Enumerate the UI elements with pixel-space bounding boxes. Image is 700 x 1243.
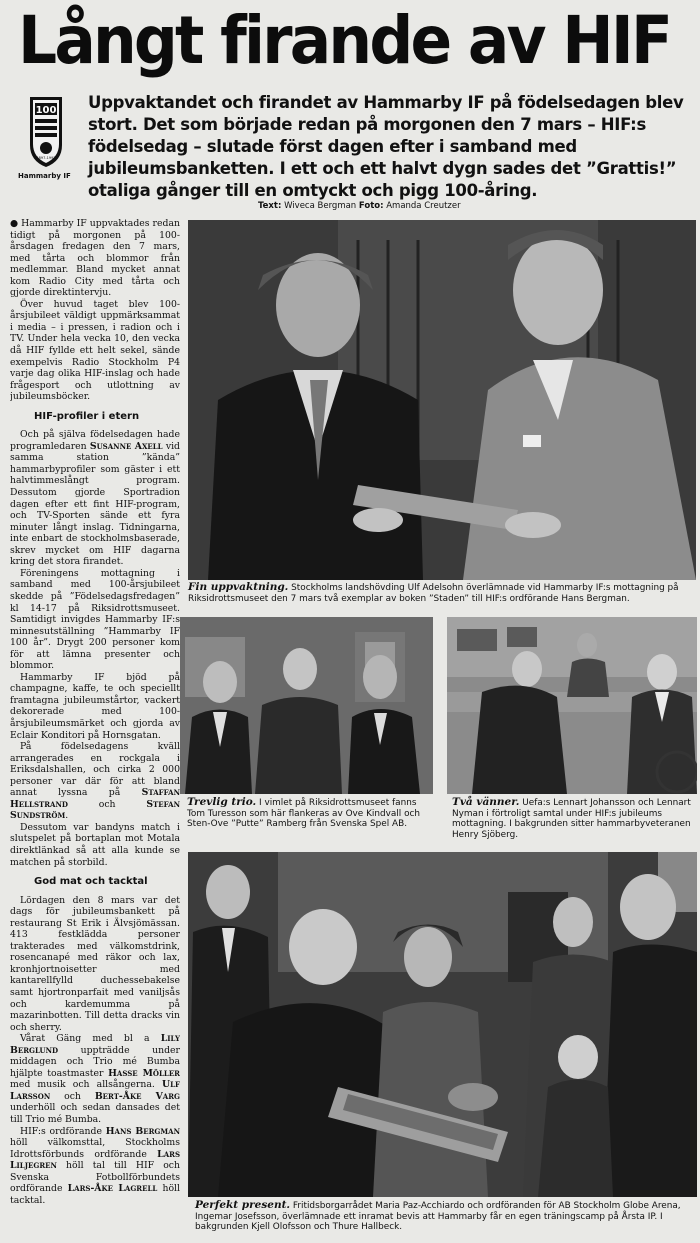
byline-photo-author: Amanda Creutzer bbox=[386, 201, 461, 211]
caption-lead: Trevlig trio. bbox=[187, 796, 257, 808]
headline: Långt firande av HIF bbox=[18, 2, 671, 79]
body-text: . bbox=[65, 810, 69, 822]
body-paragraph bbox=[10, 429, 180, 568]
person-name: Bert-Åke Varg bbox=[94, 1090, 180, 1102]
body-text: Lördagen den 8 mars var det dags för jubileumsbankett på restaurang St Erik i Älvsjömässan. 413 festklädda personer trakterades med välkomstdrink, rosencanapé med räkor och lax, kronhjortnoisetter med kantarellfylld duchessebakelse samt hjortronparfait med vaniljsås och kardemumma på mazarinbotten. Till detta dracks vin och sherry. bbox=[10, 894, 180, 1033]
body-text: uppträdde under middagen och Trio mé Bumba hjälpte toastmaster bbox=[10, 1044, 180, 1079]
body-text: Hammarby IF uppvaktades redan tidigt på morgonen på 100-årsdagen fredagen den 7 mars, med tårta och blommor från medlemmar. Bland mycket annat kom Radio City med tårta och gjorde direktintervju. bbox=[10, 218, 180, 299]
person-name: Lars Liljegren bbox=[10, 1148, 180, 1172]
hif-100-logo bbox=[28, 95, 64, 169]
body-paragraph: ● Hammarby IF uppvaktades redan tidigt på morgonen på 100-årsdagen fredagen den 7 mars, med tårta och blommor från medlemmar. Bland mycket annat kom Radio City med tårta och gjorde direktintervju. bbox=[10, 218, 180, 299]
person-name: Susanne Axell bbox=[89, 440, 163, 452]
body-paragraph bbox=[10, 1126, 180, 1207]
body-text: På födelsedagens kväll arrangerades en rockgala i Eriksdalshallen, och cirka 2 000 personer var där för att bland annat lyssna på bbox=[10, 741, 180, 799]
caption-text: Stockholms landshövding Ulf Adelsohn överlämnade vid Hammarby IF:s mottagning på Riksidrottsmuseet den 7 mars två exemplar av boken ”Staden” till HIF:s ordförande Hans Bergman. bbox=[188, 583, 679, 604]
body-text: höll tal till HIF och Svenska Fotbollförbundets ordförande bbox=[10, 1160, 180, 1195]
caption-perfekt-present bbox=[195, 1200, 695, 1233]
body-paragraph bbox=[10, 895, 180, 1034]
person-name: Ulf Larsson bbox=[10, 1079, 180, 1102]
body-paragraph bbox=[10, 672, 180, 741]
subheading: God mat och tacktal bbox=[34, 876, 148, 888]
person-name: Hans Bergman bbox=[105, 1125, 180, 1137]
caption-text: Fritidsborgarrådet Maria Paz-Acchiardo och ordföranden för AB Stockholm Globe Arena, Ingemar Josefsson, överlämnade ett inramat bevis att Hammarby får en egen träningscamp på Årsta IP. I bakgrunden Kjell Olofsson och Thure Hallbeck. bbox=[195, 1201, 681, 1233]
body-text: underhöll och sedan dansades det till Trio mé Bumba. bbox=[10, 1102, 180, 1126]
body-text: Föreningens mottagning i samband med 100-årsjubileet skedde på ”Födelsedagsfredagen” kl 14-17 på Riksidrottsmuseet. Samtidigt invigdes Hammarby IF:s minnesutställning ”Hammarby IF 100 år”. Drygt 200 personer kom för att lämna presenter och blommor. bbox=[10, 567, 180, 672]
logo-number: 100 bbox=[35, 105, 57, 116]
body-text: vid samma station ”kända” hammarbyprofiler som gäster i ett halvtimmeslångt program. Dessutom gjorde Sportradion dagen efter ett fint HIF-program, och TV-Sporten sände ett fyra minuter långt inslag. Tidningarna, inte enbart de stockholmsbaserade, skrev mycket om HIF dagarna kring det stora firandet. bbox=[10, 440, 180, 568]
byline-photo-label: Foto: bbox=[358, 201, 384, 211]
body-text: och bbox=[50, 1090, 95, 1102]
photo-tva-vanner bbox=[447, 617, 697, 794]
photo-perfekt-present bbox=[188, 852, 697, 1197]
photo-trio bbox=[180, 617, 433, 794]
person-name: Lars-Åke Lagrell bbox=[67, 1183, 158, 1195]
body-paragraph bbox=[10, 741, 180, 822]
caption-lead: Fin uppvaktning. bbox=[188, 581, 289, 593]
caption-text: I vimlet på Riksidrottsmuseet fanns Tom Turesson som här flankeras av Ove Kindvall och Sten-Ove ”Putte” Ramberg från Svenska Spel AB. bbox=[187, 798, 421, 830]
body-paragraph bbox=[10, 299, 180, 403]
person-name: Staffan Hellstrand bbox=[10, 787, 180, 810]
caption-fin-uppvaktning bbox=[188, 582, 696, 604]
body-paragraph bbox=[10, 568, 180, 672]
photo-book-presentation bbox=[188, 220, 696, 580]
byline bbox=[258, 201, 461, 211]
person-name: Hasse Möller bbox=[108, 1067, 180, 1079]
body-text: Hammarby IF bjöd på champagne, kaffe, te och speciellt framtagna jubileumstårtor, vackert dekorerade med 100-årsjubileumsmärket och gjorda av Eclair Konditori på Hornsgatan. bbox=[10, 671, 180, 741]
logo-years: 1897-1997 bbox=[36, 156, 56, 160]
logo-caption: Hammarby IF bbox=[18, 172, 71, 180]
body-text: och bbox=[67, 798, 147, 810]
article-body bbox=[10, 218, 180, 1243]
body-text: HIF:s ordförande bbox=[20, 1125, 106, 1137]
caption-trevlig-trio bbox=[187, 797, 432, 830]
byline-text-author: Wiveca Bergman bbox=[284, 201, 357, 211]
caption-lead: Två vänner. bbox=[452, 796, 520, 808]
body-paragraph bbox=[10, 822, 180, 868]
byline-text-label: Text: bbox=[258, 201, 282, 211]
body-text: höll tacktal. bbox=[10, 1183, 180, 1206]
caption-text: Uefa:s Lennart Johansson och Lennart Nyman i förtroligt samtal under HIF:s jubileums mottagning. I bakgrunden sitter hammarbyveteranen Henry Sjöberg. bbox=[452, 798, 691, 840]
caption-lead: Perfekt present. bbox=[195, 1199, 291, 1211]
body-text: Vårat Gäng med bl a bbox=[20, 1033, 161, 1045]
body-text: höll välkomsttal, Stockholms Idrottsförbunds ordförande bbox=[10, 1137, 180, 1160]
body-paragraph bbox=[10, 1033, 180, 1125]
subheading: HIF-profiler i etern bbox=[34, 410, 140, 422]
body-text: Över huvud taget blev 100-årsjubileet väldigt uppmärksammat i media – i pressen, i radion och i TV. Under hela vecka 10, den vecka då HIF fyllde ett helt sekel, sände exempelvis Radio Stockholm P4 varje dag olika HIF-inslag och hade frågesport och utlottning av jubileumsböcker. bbox=[10, 298, 180, 403]
body-text: Dessutom var bandyns match i slutspelet på bortaplan mot Motala direktlänkad så att alla kunde se matchen på storbild. bbox=[10, 821, 180, 868]
caption-tva-vanner bbox=[452, 797, 697, 840]
body-text: Och på själva födelsedagen hade programledaren bbox=[10, 429, 180, 452]
lead-paragraph: Uppvaktandet och firandet av Hammarby IF på födelsedagen blev stort. Det som började redan på morgonen den 7 mars – HIF:s födelsedag – slutade först dagen efter i samband med jubileumsbanketten. I ett och ett halvt dygn sades det ”Grattis!” otaliga gånger till en omtyckt och pigg 100-åring. bbox=[88, 93, 684, 200]
body-text: med musik och allsångerna. bbox=[10, 1079, 162, 1091]
person-name: Lily Berglund bbox=[10, 1033, 180, 1056]
person-name: Stefan Sundström bbox=[10, 798, 180, 822]
